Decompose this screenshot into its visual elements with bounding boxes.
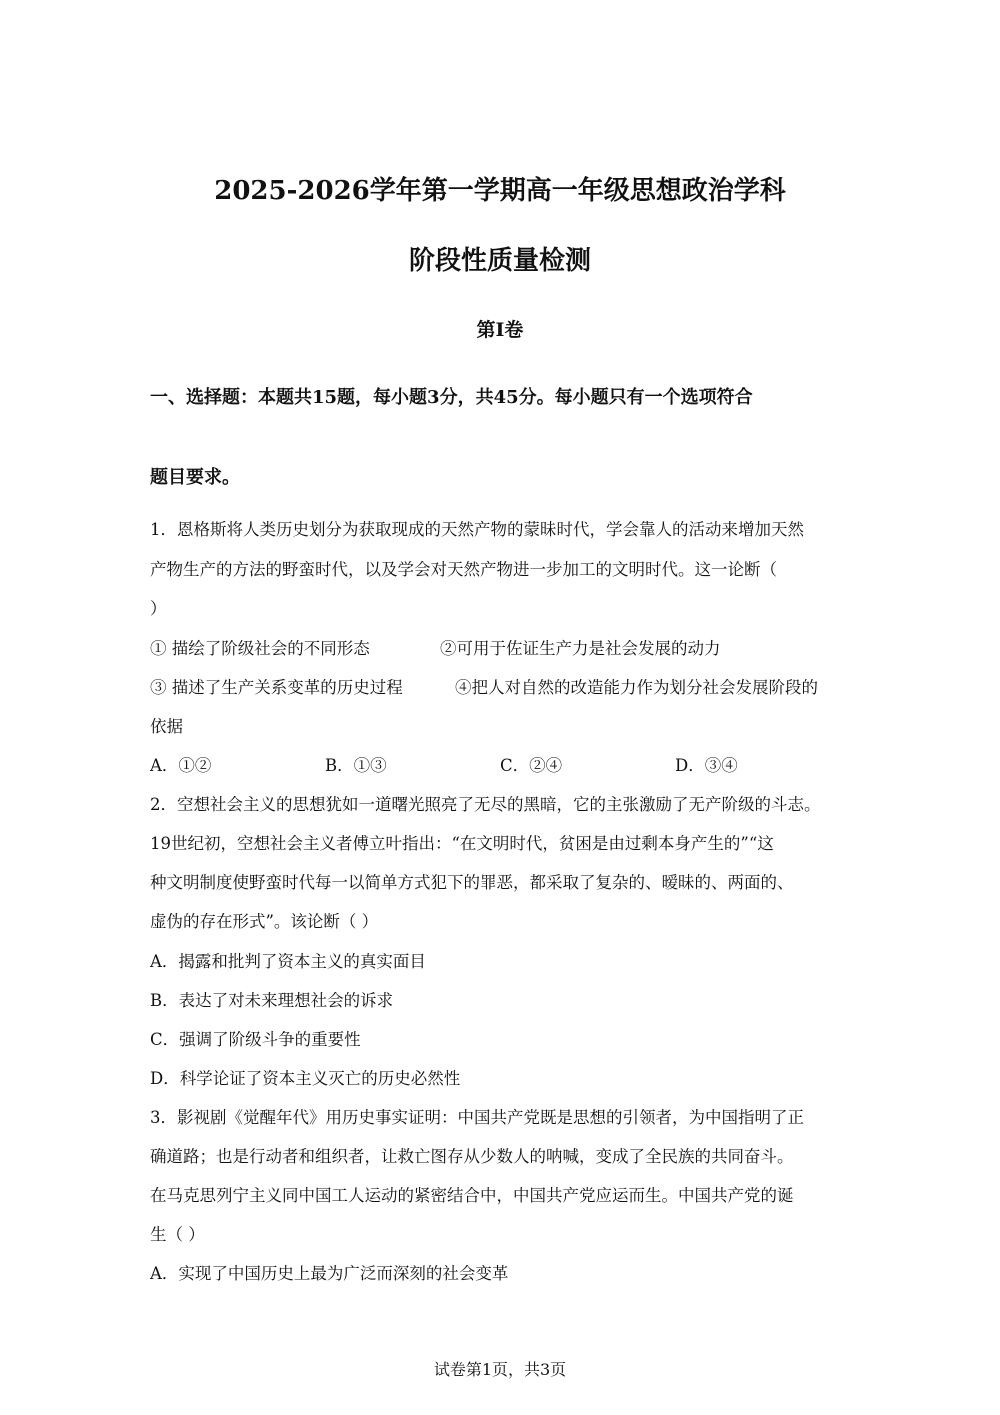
- q1-stem-line3: ）: [150, 599, 167, 618]
- q3-stem-line2: 确道路；也是行动者和组织者，让救亡图存从少数人的呐喊，变成了全民族的共同奋斗。: [150, 1147, 794, 1166]
- q2-stem-line1: 2．空想社会主义的思想犹如一道曙光照亮了无尽的黑暗，它的主张激励了无产阶级的斗志。: [150, 795, 821, 814]
- exam-title-line1: 2025-2026学年第一学期高一年级思想政治学科: [214, 176, 786, 206]
- q1-option-c[interactable]: C．②④: [500, 756, 563, 775]
- q3-stem-line1: 3．影视剧《觉醒年代》用历史事实证明：中国共产党既是思想的引领者，为中国指明了正: [150, 1108, 804, 1127]
- q3-option-a[interactable]: A．实现了中国历史上最为广泛而深刻的社会变革: [150, 1264, 509, 1283]
- q1-statement-1: ① 描绘了阶级社会的不同形态: [150, 639, 370, 658]
- q1-option-a[interactable]: A．①②: [150, 756, 212, 775]
- q1-statement-4: ④把人对自然的改造能力作为划分社会发展阶段的: [455, 678, 818, 697]
- q2-stem-line3: 种文明制度使野蛮时代每一以简单方式犯下的罪恶，都采取了复杂的、暧昧的、两面的、: [150, 873, 794, 892]
- q3-stem-line3: 在马克思列宁主义同中国工人运动的紧密结合中，中国共产党应运而生。中国共产党的诞: [150, 1186, 794, 1205]
- q2-stem-line4: 虚伪的存在形式”。该论断（ ）: [150, 912, 379, 931]
- q1-statement-3: ③ 描述了生产关系变革的历史过程: [150, 678, 403, 697]
- exam-title-line2: 阶段性质量检测: [408, 246, 591, 276]
- q1-stem-line1: 1．恩格斯将人类历史划分为获取现成的天然产物的蒙昧时代，学会靠人的活动来增加天然: [150, 520, 804, 539]
- q1-statement-2: ②可用于佐证生产力是社会发展的动力: [440, 639, 721, 658]
- q1-statement-4-cont: 依据: [150, 717, 183, 736]
- q2-option-b[interactable]: B．表达了对未来理想社会的诉求: [150, 991, 394, 1010]
- q3-stem-line4: 生（ ）: [150, 1225, 205, 1244]
- q1-option-b[interactable]: B．①③: [325, 756, 387, 775]
- q2-stem-line2: 19世纪初，空想社会主义者傅立叶指出：“在文明时代，贫困是由过剩本身产生的”“这: [150, 834, 774, 853]
- q1-option-d[interactable]: D．③④: [675, 756, 738, 775]
- section-heading-line2: 题目要求。: [150, 467, 240, 488]
- section-heading-line1: 一、选择题：本题共15题，每小题3分，共45分。每小题只有一个选项符合: [150, 387, 753, 408]
- q2-option-d[interactable]: D．科学论证了资本主义灭亡的历史必然性: [150, 1069, 461, 1088]
- q1-stem-line2: 产物生产的方法的野蛮时代，以及学会对天然产物进一步加工的文明时代。这一论断（: [150, 560, 777, 579]
- q2-option-c[interactable]: C．强调了阶级斗争的重要性: [150, 1030, 361, 1049]
- volume-label: 第Ⅰ卷: [476, 319, 524, 341]
- page-footer: 试卷第1页，共3页: [433, 1360, 567, 1379]
- q2-option-a[interactable]: A．揭露和批判了资本主义的真实面目: [150, 952, 426, 971]
